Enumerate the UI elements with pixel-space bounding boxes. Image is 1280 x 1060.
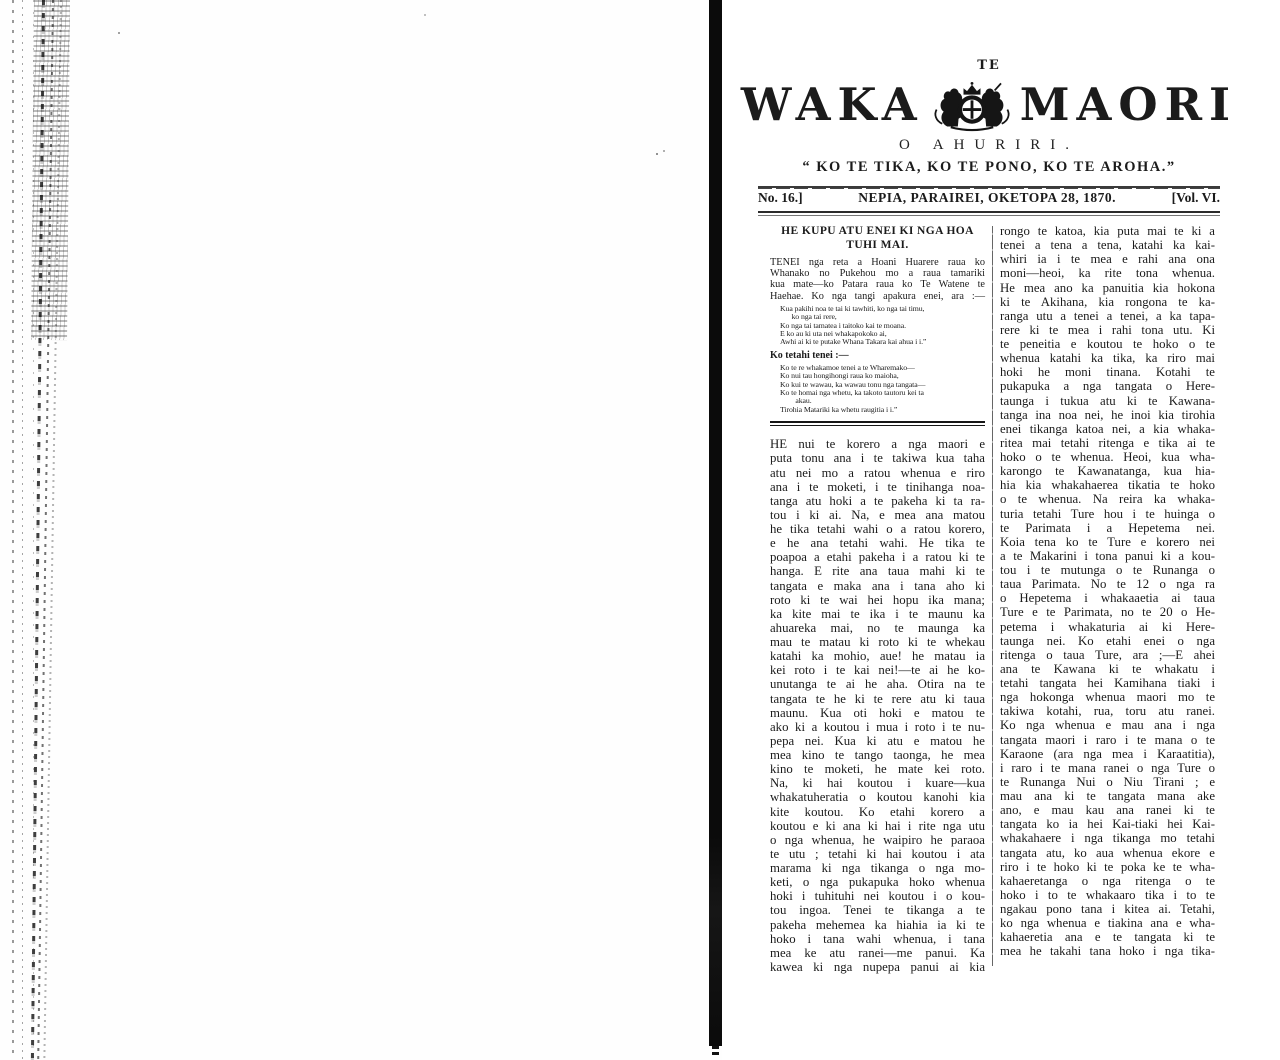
text-line: mau ana ki te tangata mana ake	[1000, 789, 1215, 803]
text-line: pukapuka a nga tangata o Here-	[1000, 379, 1215, 394]
text-line: te peneitia e koutou te hoko o te	[1000, 337, 1215, 351]
scan-streak	[12, 0, 14, 1060]
text-line: te utu ; tetahi ki hai koutou i ata	[770, 846, 985, 861]
newspaper-sheet	[722, 0, 1280, 1060]
verse-line: Ko kui te wawau, ka wawau tonu nga tangata—	[780, 379, 926, 389]
text-line: mea he takahi tana hoko i nga tika-	[1000, 944, 1215, 959]
column-divider	[992, 226, 993, 966]
text-line: kahaeretia ana e te tangata ki te	[1000, 930, 1215, 945]
text-line: ahuareka mai, no te maunga ka	[770, 620, 985, 635]
divider-rule-bottom-faint	[758, 215, 1220, 216]
text-line: hia kia whakahaerea tikatia te hoko	[1000, 478, 1215, 493]
text-line: enei tikanga katoa nei, a kia whaka-	[1000, 421, 1215, 436]
text-line: Haehae. Ko nga tangi apakura enei, ara :—	[770, 290, 985, 302]
scan-streak	[22, 0, 23, 1060]
text-line: o nga whenua, he waipiro he paraoa	[770, 832, 985, 847]
text-line: marama ki nga tikanga o nga mo-	[770, 861, 985, 876]
text-line: tanga atu hoki a te pakeha ki ta ra-	[770, 493, 985, 508]
text-line: whakatuheratia o koutou kanohi kia	[770, 790, 985, 805]
text-line: mau te matau ki roto ki te whekau	[770, 635, 985, 650]
verse-line: akau.	[780, 396, 812, 406]
text-line: ana i te moketi, i te tinihanga noa-	[770, 479, 985, 494]
text-line: ano, e mau kau ana ranei ki te	[1000, 803, 1215, 818]
verse-line: Ko te re whakamoe tenei a te Wharemako—	[780, 362, 915, 372]
text-line: tanga ina noa nei, he inoi kia tirohia	[1000, 407, 1215, 422]
page-fold-bar	[709, 0, 722, 1046]
scan-speckle	[656, 153, 658, 155]
volume-number: [Vol. VI.	[1171, 190, 1220, 205]
text-line: ko nga whenua e tiakina ana e wha-	[1000, 916, 1215, 931]
text-line: hoko i tana wahi whenua, i tana	[770, 931, 985, 946]
left-column	[770, 224, 985, 974]
text-line: tangata atu, ko aua whenua ekore e	[1000, 845, 1215, 860]
text-line: Koia tena ko te Ture e korero nei	[1000, 534, 1215, 549]
royal-coat-of-arms-icon	[926, 78, 1018, 139]
masthead-title-left: WAKA	[740, 77, 924, 131]
text-line: ki te Akihana, kia rongona te ka-	[1000, 294, 1215, 309]
text-line: i raro i te mana ranei o nga Ture o	[1000, 760, 1215, 775]
text-line: kawea ki nga nupepa panui ai kia	[770, 959, 985, 974]
text-line: takiwa kotahi, rua, toru atu ranei.	[1000, 704, 1215, 719]
text-line: ranga utu a tenei a tenei, a ka tapa-	[1000, 308, 1215, 323]
dateline-text: NEPIA, PARAIREI, OKETOPA 28, 1870.	[858, 190, 1116, 205]
text-line: mea kino te tango taonga, he mea	[770, 748, 985, 763]
text-line: kahaeretanga o nga ritenga o te	[1000, 873, 1215, 888]
text-line: ngakau pono tana i kitea ai. Tetahi,	[1000, 902, 1215, 916]
page-fold-bar-tail	[712, 1046, 719, 1058]
text-line: rere ki te mea i rahi tona utu. Ki	[1000, 322, 1215, 337]
divider-rule-bottom	[758, 211, 1220, 213]
text-line: Karaone (ara nga mea i Karaatitia),	[1000, 746, 1215, 761]
verse-line: Kua pakihi noa te tai ki tawhiti, ko nga tai timu,	[780, 303, 925, 313]
text-line: hoki i tuhituhi nei koutou i o kou-	[770, 889, 985, 904]
text-line: o Hepetema i whakaaetia ai taua	[1000, 591, 1215, 606]
text-line: HE nui te korero a nga maori e	[770, 437, 985, 452]
text-line: riro i te hoko ki te poka ke te wha-	[1000, 859, 1215, 874]
scan-speckle	[424, 14, 426, 16]
text-line: taunga nei. Ko etahi enei o nga	[1000, 633, 1215, 648]
masthead-subtitle: O AHURIRI.	[898, 137, 1079, 153]
lament-verse-1	[770, 305, 985, 347]
text-line: a te Makarini i tona panui ki a kou-	[1000, 548, 1215, 563]
text-line: kite koutou. Ko etahi korero a	[770, 804, 985, 819]
text-line: whakahaere i nga tikanga mo tetahi	[1000, 831, 1215, 846]
verse-line: Ko nui tau hongihongi raua ko maioha,	[780, 371, 899, 381]
text-line: tou ingoa. Tenei te tikanga a te	[770, 903, 985, 918]
text-line: whiri ia i te mea e rahi ana ona	[1000, 252, 1215, 267]
text-line: tangata maori i raro i te mana o te	[1000, 732, 1215, 747]
text-line: Ture e te Parimata, no te 20 o He-	[1000, 605, 1215, 620]
heading-line: HE KUPU ATU ENEI KI NGA HOA	[781, 225, 974, 237]
text-line: te Parimata i a Hepetema nei.	[1000, 520, 1215, 535]
text-line: TENEI nga reta a Hoani Huarere raua ko	[770, 257, 985, 268]
scan-streak	[37, 0, 54, 1060]
heading-line: TUHI MAI.	[846, 239, 909, 251]
scan-streak	[31, 0, 45, 1060]
text-line: e he ana tetahi wahi. He tika te	[770, 536, 985, 551]
dateline-row	[758, 190, 1220, 206]
scan-speckle	[663, 150, 665, 152]
text-line: hoko o te whenua. Heoi, kua wha-	[1000, 450, 1215, 464]
text-line: taua Parimata. No te 12 o nga ra	[1000, 577, 1215, 592]
text-line: o te whenua. Na reira ka whaka-	[1000, 492, 1215, 507]
masthead-motto: “ KO TE TIKA, KO TE PONO, KO TE AROHA.”	[802, 159, 1176, 175]
text-line: unutanga te ai he aha. Otira na te	[770, 677, 985, 692]
verse-2-lead: Ko tetahi tenei :—	[770, 349, 849, 361]
text-line: tou i te mutunga o te Runanga o	[1000, 563, 1215, 577]
text-line: pepa nei. Kua ki atu e matou he	[770, 733, 985, 748]
text-line: atu nei mo a ratou whenua e riro	[770, 465, 985, 480]
text-line: kino te moketi, he mate kei roto.	[770, 762, 985, 777]
text-line: tetahi tangata hei Kamihana tiaki i	[1000, 676, 1215, 690]
text-line: mea ke atu ranei—me panui. Ka	[770, 945, 985, 960]
scan-streak-dense-top	[31, 0, 70, 340]
text-line: hanga. E rite ana taua mahi ki te	[770, 564, 985, 579]
masthead-pretitle: TE	[977, 58, 1001, 73]
text-line: tou i ki ai. Na, e mea ana matou	[770, 507, 985, 522]
text-line: koutou e ki ana ki hai i rite nga utu	[770, 818, 985, 833]
main-article-right	[1000, 224, 1215, 959]
issue-number: No. 16.]	[758, 190, 803, 205]
verse-line: Ko te homai nga whetu, ka takoto tautoru kei ta	[780, 388, 924, 398]
text-line: katahi ka mohio, aue! he matau ia	[770, 649, 985, 664]
text-line: tangata ko ia hei Kai-tiaki hei Kai-	[1000, 817, 1215, 832]
text-line: ako ki a koutou i mua i roto i te nu-	[770, 719, 985, 734]
lament-verse-2	[770, 364, 985, 414]
verse-line: Awhi ai ki te putake Whana Takara kai ahua i i.”	[780, 337, 927, 347]
text-line: te Runanga Nui o Niu Tirani ; e	[1000, 774, 1215, 789]
text-line: karongo te Kawanatanga, kua hia-	[1000, 464, 1215, 479]
masthead-title	[740, 75, 1238, 133]
body-columns	[770, 224, 1216, 974]
letters-intro	[770, 257, 985, 302]
text-line: hoki he moni tinana. Kotahi te	[1000, 365, 1215, 380]
text-line: He mea ano ka panuitia kia hokona	[1000, 280, 1215, 295]
text-line: nga hokonga whenua maori mo te	[1000, 690, 1215, 705]
text-line: kua mate—ko Patara raua ko Te Watene te	[770, 279, 985, 291]
text-line: Whanako no Pukehou mo a raua tamariki	[770, 268, 985, 280]
divider-rule-top	[758, 186, 1220, 189]
text-line: whenua katahi ka tika, ka riro mai	[1000, 351, 1215, 366]
text-line: tangata e maka ana i tana aho ki	[770, 578, 985, 593]
text-line: ritea mai tetahi ritenga e tika ai te	[1000, 435, 1215, 450]
text-line: roto ki te wai hei hopu ika mana;	[770, 592, 985, 607]
text-line: petema i whakaturia ai ki Here-	[1000, 619, 1215, 634]
scan-speckle	[118, 32, 120, 34]
text-line: Ko nga whenua e mau ana i nga	[1000, 718, 1215, 733]
text-line: puta tonu ana i te takiwa kua taha	[770, 451, 985, 466]
main-article-left	[770, 437, 985, 974]
text-line: Na, ki hai koutou i kuare—kua	[770, 776, 985, 791]
article-heading	[770, 224, 985, 252]
text-line: ritenga o taua Ture, ara ;—E ahei	[1000, 647, 1215, 662]
text-line: kei roto i te kai nei!—te ai he ko-	[770, 663, 985, 678]
verse-line: Tirohia Matariki ka whetu raugitia i i.”	[780, 404, 898, 414]
scan-artifact-streaks	[0, 0, 90, 1060]
scan-streak	[33, 0, 34, 1060]
masthead	[740, 58, 1238, 176]
scan-streak	[43, 0, 62, 1060]
text-line: keti, o nga pukapuka hoko whenua	[770, 875, 985, 890]
text-line: ka kite mai te ika i te maunu ka	[770, 606, 985, 621]
text-line: tenei a tena a tena, katahi ka kai-	[1000, 238, 1215, 253]
text-line: rongo te katoa, kia puta mai te ki a	[1000, 224, 1215, 238]
text-line: he tika tetahi wahi o a ratou korero,	[770, 522, 985, 537]
text-line: poapoa a etahi pakeha i a ratou ki te	[770, 550, 985, 565]
verse-line: E ko au ki uta nei whakapokoko ai,	[780, 329, 887, 339]
text-line: tangata te he ki te rere atu ki taua	[770, 691, 985, 706]
verse-line: Ko nga tai tamatea i taitoko kai te moana.	[780, 320, 906, 330]
right-column	[1000, 224, 1215, 974]
text-line: taunga i tukua atu ki te Kawana-	[1000, 393, 1215, 408]
masthead-title-right: MAORI	[1019, 77, 1238, 131]
text-line: ana te Kawana ki te whakatu i	[1000, 661, 1215, 676]
text-line: moni—heoi, ka rite tona whenua.	[1000, 266, 1215, 281]
section-divider-rule	[770, 421, 985, 426]
verse-line: ko nga tai rere,	[780, 312, 837, 322]
text-line: turia tetahi Ture hou i te huinga o	[1000, 506, 1215, 521]
text-line: pakeha mehemea ka hiahia ia ki te	[770, 917, 985, 932]
text-line: hoko i to te whakaaro tika i to te	[1000, 887, 1215, 902]
text-line: maunu. Kua oti hoki e matou te	[770, 705, 985, 720]
